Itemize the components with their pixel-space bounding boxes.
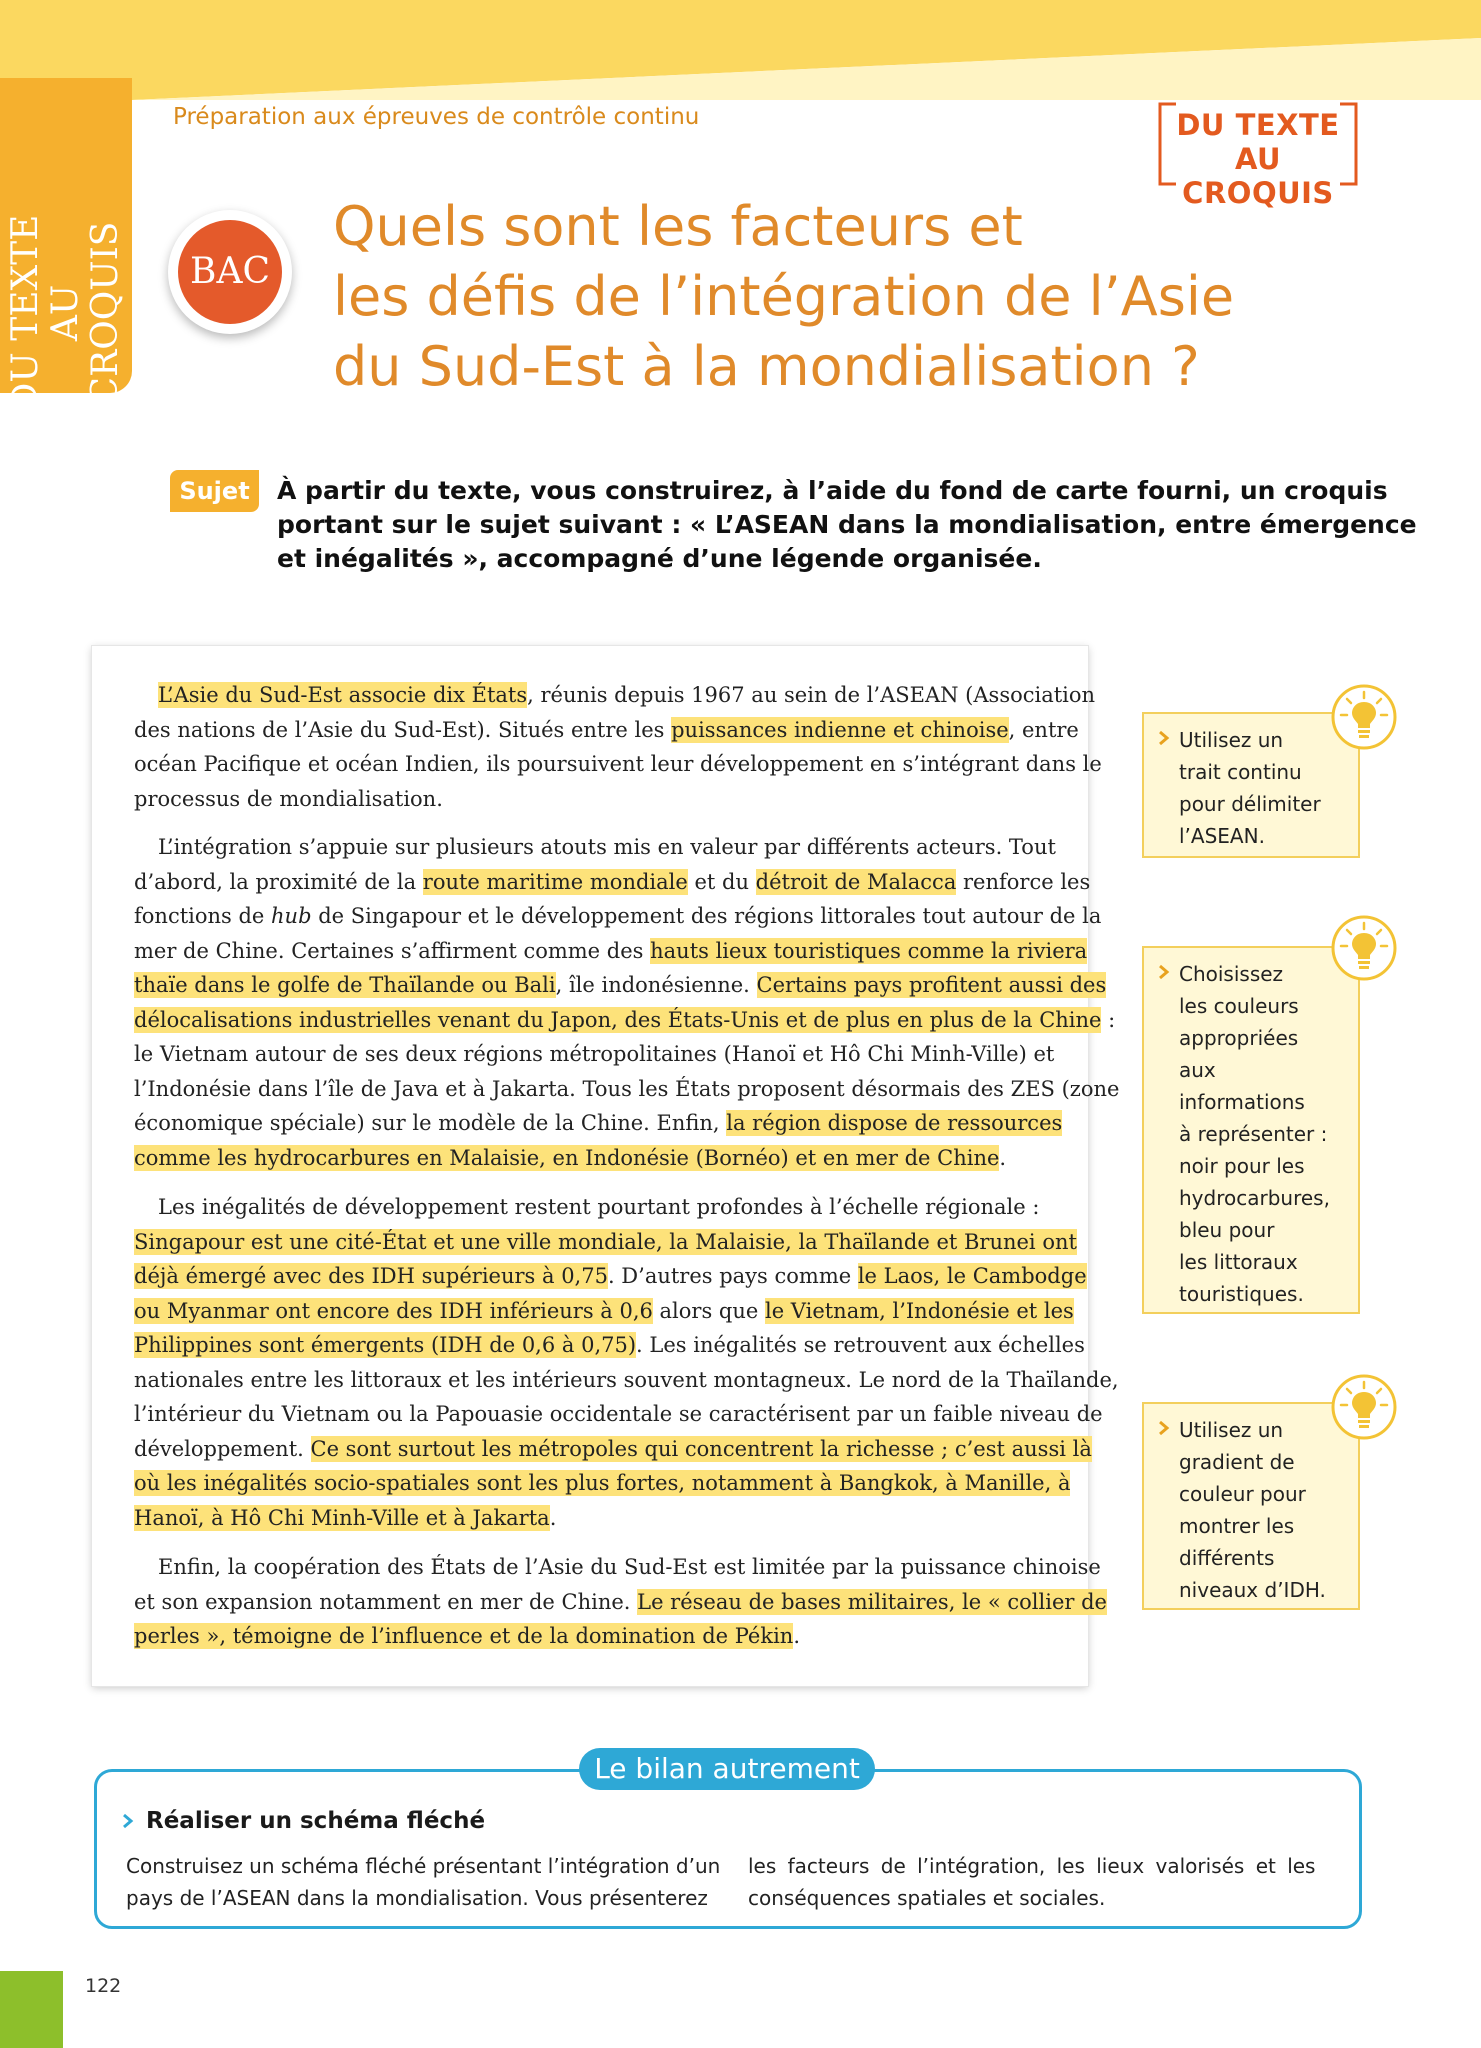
tip-box-3: [1142, 1402, 1360, 1610]
text-run: .: [793, 1624, 801, 1648]
text-run: . D’autres pays comme: [607, 1264, 858, 1288]
text-run: .: [549, 1505, 557, 1530]
bilan-line: pays de l’ASEAN dans la mondialisation. Vous présenterez: [126, 1886, 708, 1910]
text-line: [134, 1585, 1107, 1620]
text-line: [134, 1501, 1048, 1536]
sujet-line-2: portant sur le sujet suivant : « L’ASEAN dans la mondialisation, entre émergence: [277, 510, 1417, 539]
text-line: [134, 899, 1102, 934]
tip-box-1: [1142, 712, 1360, 858]
highlight: Certains pays profitent aussi des: [756, 973, 1107, 997]
text-line: L’intégration s’appuie sur plusieurs atouts mis en valeur par différents acteurs. Tout: [158, 835, 1056, 859]
text-line: [134, 1259, 1087, 1294]
text-line: nationales entre les littoraux et les intérieurs souvent montagneux. Le nord de la Thaïlande,: [134, 1367, 1119, 1392]
paragraph-2: [134, 830, 1120, 1175]
highlight: le Vietnam, l’Indonésie et les: [764, 1298, 1074, 1323]
highlight: déjà émergé avec des IDH supérieurs à 0,75: [134, 1264, 608, 1288]
text-run: fonctions de: [134, 904, 272, 928]
highlight: le Laos, le Cambodge: [857, 1264, 1087, 1288]
highlight: ou Myanmar ont encore des IDH inférieurs à 0,6: [134, 1298, 653, 1323]
document-text-box: [92, 646, 1120, 1686]
highlight: Singapour est une cité-État et une ville mondiale, la Malaisie, la Thaïlande et Brunei ont: [134, 1229, 1077, 1254]
text-run-italic: hub: [271, 904, 312, 928]
bilan-title-pill: Le bilan autrement: [579, 1748, 875, 1790]
bracket-label-line-1: DU TEXTE: [1176, 108, 1340, 142]
text-line: [134, 865, 1091, 900]
side-tab: [0, 78, 132, 412]
text-line: [134, 678, 1096, 713]
text-run: des nations de l’Asie du Sud-Est). Situés entre les: [134, 717, 672, 742]
text-line: [134, 1141, 1048, 1176]
highlight: thaïe dans le golfe de Thaïlande ou Bali: [134, 973, 556, 997]
sujet-line-3: et inégalités », accompagné d’une légende organisée.: [277, 544, 1042, 573]
bracket-label: [1156, 100, 1360, 210]
sujet-line-1: À partir du texte, vous construirez, à l’aide du fond de carte fourni, un croquis: [277, 476, 1388, 505]
side-tab-text: [6, 193, 126, 433]
text-line: [134, 1466, 1071, 1501]
highlight: route maritime mondiale: [422, 869, 688, 894]
title-line-2: les défis de l’intégration de l’Asie: [333, 265, 1235, 328]
highlight: détroit de Malacca: [755, 869, 957, 894]
text-run: et du: [687, 869, 756, 894]
bilan-column-1: [126, 1850, 721, 1914]
page-number: 122: [85, 1975, 122, 1997]
text-line: le Vietnam autour de ses deux régions métropolitaines (Hanoï et Hô Chi Minh-Ville) et: [134, 1042, 1055, 1066]
text-run: , réunis depuis 1967 au sein de l’ASEAN (Association: [527, 683, 1096, 707]
tip-line: les couleurs: [1179, 994, 1299, 1018]
text-line: Les inégalités de développement restent pourtant profondes à l’échelle régionale :: [158, 1195, 1040, 1219]
highlight: Hanoï, à Hô Chi Minh-Ville et à Jakarta: [134, 1505, 550, 1530]
text-line: [134, 934, 1088, 969]
text-run: développement.: [134, 1436, 311, 1461]
highlight: Ce sont surtout les métropoles qui concentrent la richesse ; c’est aussi là: [310, 1436, 1092, 1461]
top-band: [0, 0, 1481, 100]
text-run: d’abord, la proximité de la: [134, 869, 423, 894]
highlight: puissances indienne et chinoise: [671, 717, 1009, 742]
tip-line: gradient de: [1179, 1450, 1295, 1474]
text-run: de Singapour et le développement des régions littorales tout autour de la: [311, 904, 1102, 928]
sujet-text: [277, 474, 1417, 576]
tip-line: trait continu: [1179, 760, 1302, 784]
text-line: océan Pacifique et océan Indien, ils poursuivent leur développement en s’intégrant dans le: [134, 752, 1102, 776]
tip-line: bleu pour: [1179, 1218, 1275, 1242]
text-run: renforce les: [956, 869, 1091, 894]
chevron-right-icon: [1158, 1420, 1170, 1436]
tip-line: niveaux d’IDH.: [1179, 1578, 1326, 1602]
tip-line: aux: [1179, 1058, 1216, 1082]
kicker-text: Préparation aux épreuves de contrôle continu: [173, 104, 700, 130]
tip-line: différents: [1179, 1546, 1275, 1570]
title-line-1: Quels sont les facteurs et: [333, 195, 1023, 258]
footer-green-square: [0, 1971, 63, 2048]
side-tab-line-1: DU TEXTE: [5, 214, 46, 412]
bilan-column-2: [748, 1850, 1338, 1914]
text-run: .: [999, 1145, 1007, 1170]
lightbulb-icon: [1330, 683, 1398, 751]
text-line: [134, 1003, 1116, 1038]
text-line: l’Indonésie dans l’île de Java et à Jakarta. Tous les États proposent désormais des ZES (zone: [134, 1076, 1120, 1101]
chevron-right-icon: [1158, 964, 1170, 980]
highlight: où les inégalités socio-spatiales sont les plus fortes, notamment à Bangkok, à Manille, à: [134, 1471, 1071, 1495]
title-line-3: du Sud-Est à la mondialisation ?: [333, 335, 1200, 398]
text-line: processus de mondialisation.: [134, 786, 443, 811]
bilan-heading-label: Réaliser un schéma fléché: [146, 1808, 486, 1834]
bracket-label-line-2: AU CROQUIS: [1182, 142, 1334, 210]
bac-badge: [168, 210, 292, 334]
tip-line: l’ASEAN.: [1179, 824, 1265, 848]
tip-line: Utilisez un: [1179, 728, 1284, 752]
text-run: . Les inégalités se retrouvent aux échelles: [636, 1333, 1085, 1357]
text-line: l’intérieur du Vietnam ou la Papouasie occidentale se caractérisent par un faible niveau de: [134, 1402, 1103, 1426]
text-line: Enfin, la coopération des États de l’Asie du Sud-Est est limitée par la puissance chinoise: [158, 1555, 1101, 1579]
text-line: [134, 968, 1107, 1003]
tip-line: Choisissez: [1179, 962, 1284, 986]
bilan-line: les facteurs de l’intégration, les lieux valorisés et les: [748, 1854, 1316, 1878]
bilan-line: conséquences spatiales et sociales.: [748, 1886, 1106, 1910]
text-run: , île indonésienne.: [555, 973, 757, 997]
text-line: [134, 1106, 1063, 1141]
tip-line: couleur pour: [1179, 1482, 1306, 1506]
text-line: [134, 713, 1079, 748]
tip-line: pour délimiter: [1179, 792, 1321, 816]
highlight: perles », témoigne de l’influence et de la domination de Pékin: [134, 1624, 794, 1648]
paragraph-1: [134, 678, 1102, 816]
highlight: L’Asie du Sud-Est associe dix États: [158, 683, 528, 707]
text-run: économique spéciale) sur le modèle de la Chine. Enfin,: [134, 1111, 727, 1135]
highlight: Le réseau de bases militaires, le « collier de: [637, 1589, 1107, 1614]
tip-line: noir pour les: [1179, 1154, 1305, 1178]
lightbulb-icon: [1330, 1373, 1398, 1441]
text-line: [134, 1294, 1074, 1329]
tip-line: hydrocarbures,: [1179, 1186, 1330, 1210]
text-line: [134, 1225, 1077, 1260]
tip-box-2: [1142, 946, 1360, 1314]
text-run: , entre: [1008, 717, 1079, 742]
tip-line: touristiques.: [1179, 1282, 1304, 1306]
text-line: [134, 1619, 1048, 1654]
tip-line: à représenter :: [1179, 1122, 1328, 1146]
text-line: [134, 1432, 1092, 1467]
highlight: hauts lieux touristiques comme la riviera: [650, 938, 1088, 963]
tip-line: appropriées: [1179, 1026, 1299, 1050]
highlight: Philippines sont émergents (IDH de 0,6 à 0,75): [134, 1333, 637, 1357]
tip-line: informations: [1179, 1090, 1305, 1114]
bilan-line: Construisez un schéma fléché présentant l’intégration d’un: [126, 1854, 721, 1878]
text-run: alors que: [652, 1298, 765, 1323]
text-run: mer de Chine. Certaines s’affirment comme des: [134, 938, 651, 963]
highlight: comme les hydrocarbures en Malaisie, en Indonésie (Bornéo) et en mer de Chine: [134, 1145, 1000, 1170]
highlight: délocalisations industrielles venant du Japon, des États-Unis et de plus en plus de la Chine: [134, 1007, 1102, 1032]
sujet-tag: Sujet: [170, 470, 259, 512]
page-title: [333, 192, 1413, 402]
bac-badge-label: BAC: [178, 220, 282, 324]
tip-line: montrer les: [1179, 1514, 1295, 1538]
text-run: :: [1101, 1007, 1116, 1032]
side-tab-line-2: AU CROQUIS: [45, 221, 126, 405]
tip-line: Utilisez un: [1179, 1418, 1284, 1442]
tip-text: [1179, 1414, 1359, 1606]
tip-text: [1179, 958, 1359, 1310]
chevron-right-icon: [1158, 730, 1170, 746]
highlight: la région dispose de ressources: [726, 1111, 1063, 1135]
paragraph-3: [134, 1190, 1119, 1535]
tip-line: les littoraux: [1179, 1250, 1298, 1274]
chevron-right-icon: [122, 1813, 134, 1829]
lightbulb-icon: [1330, 914, 1398, 982]
text-run: et son expansion notamment en mer de Chine.: [134, 1589, 638, 1614]
text-line: [134, 1328, 1085, 1363]
paragraph-4: [134, 1550, 1107, 1654]
